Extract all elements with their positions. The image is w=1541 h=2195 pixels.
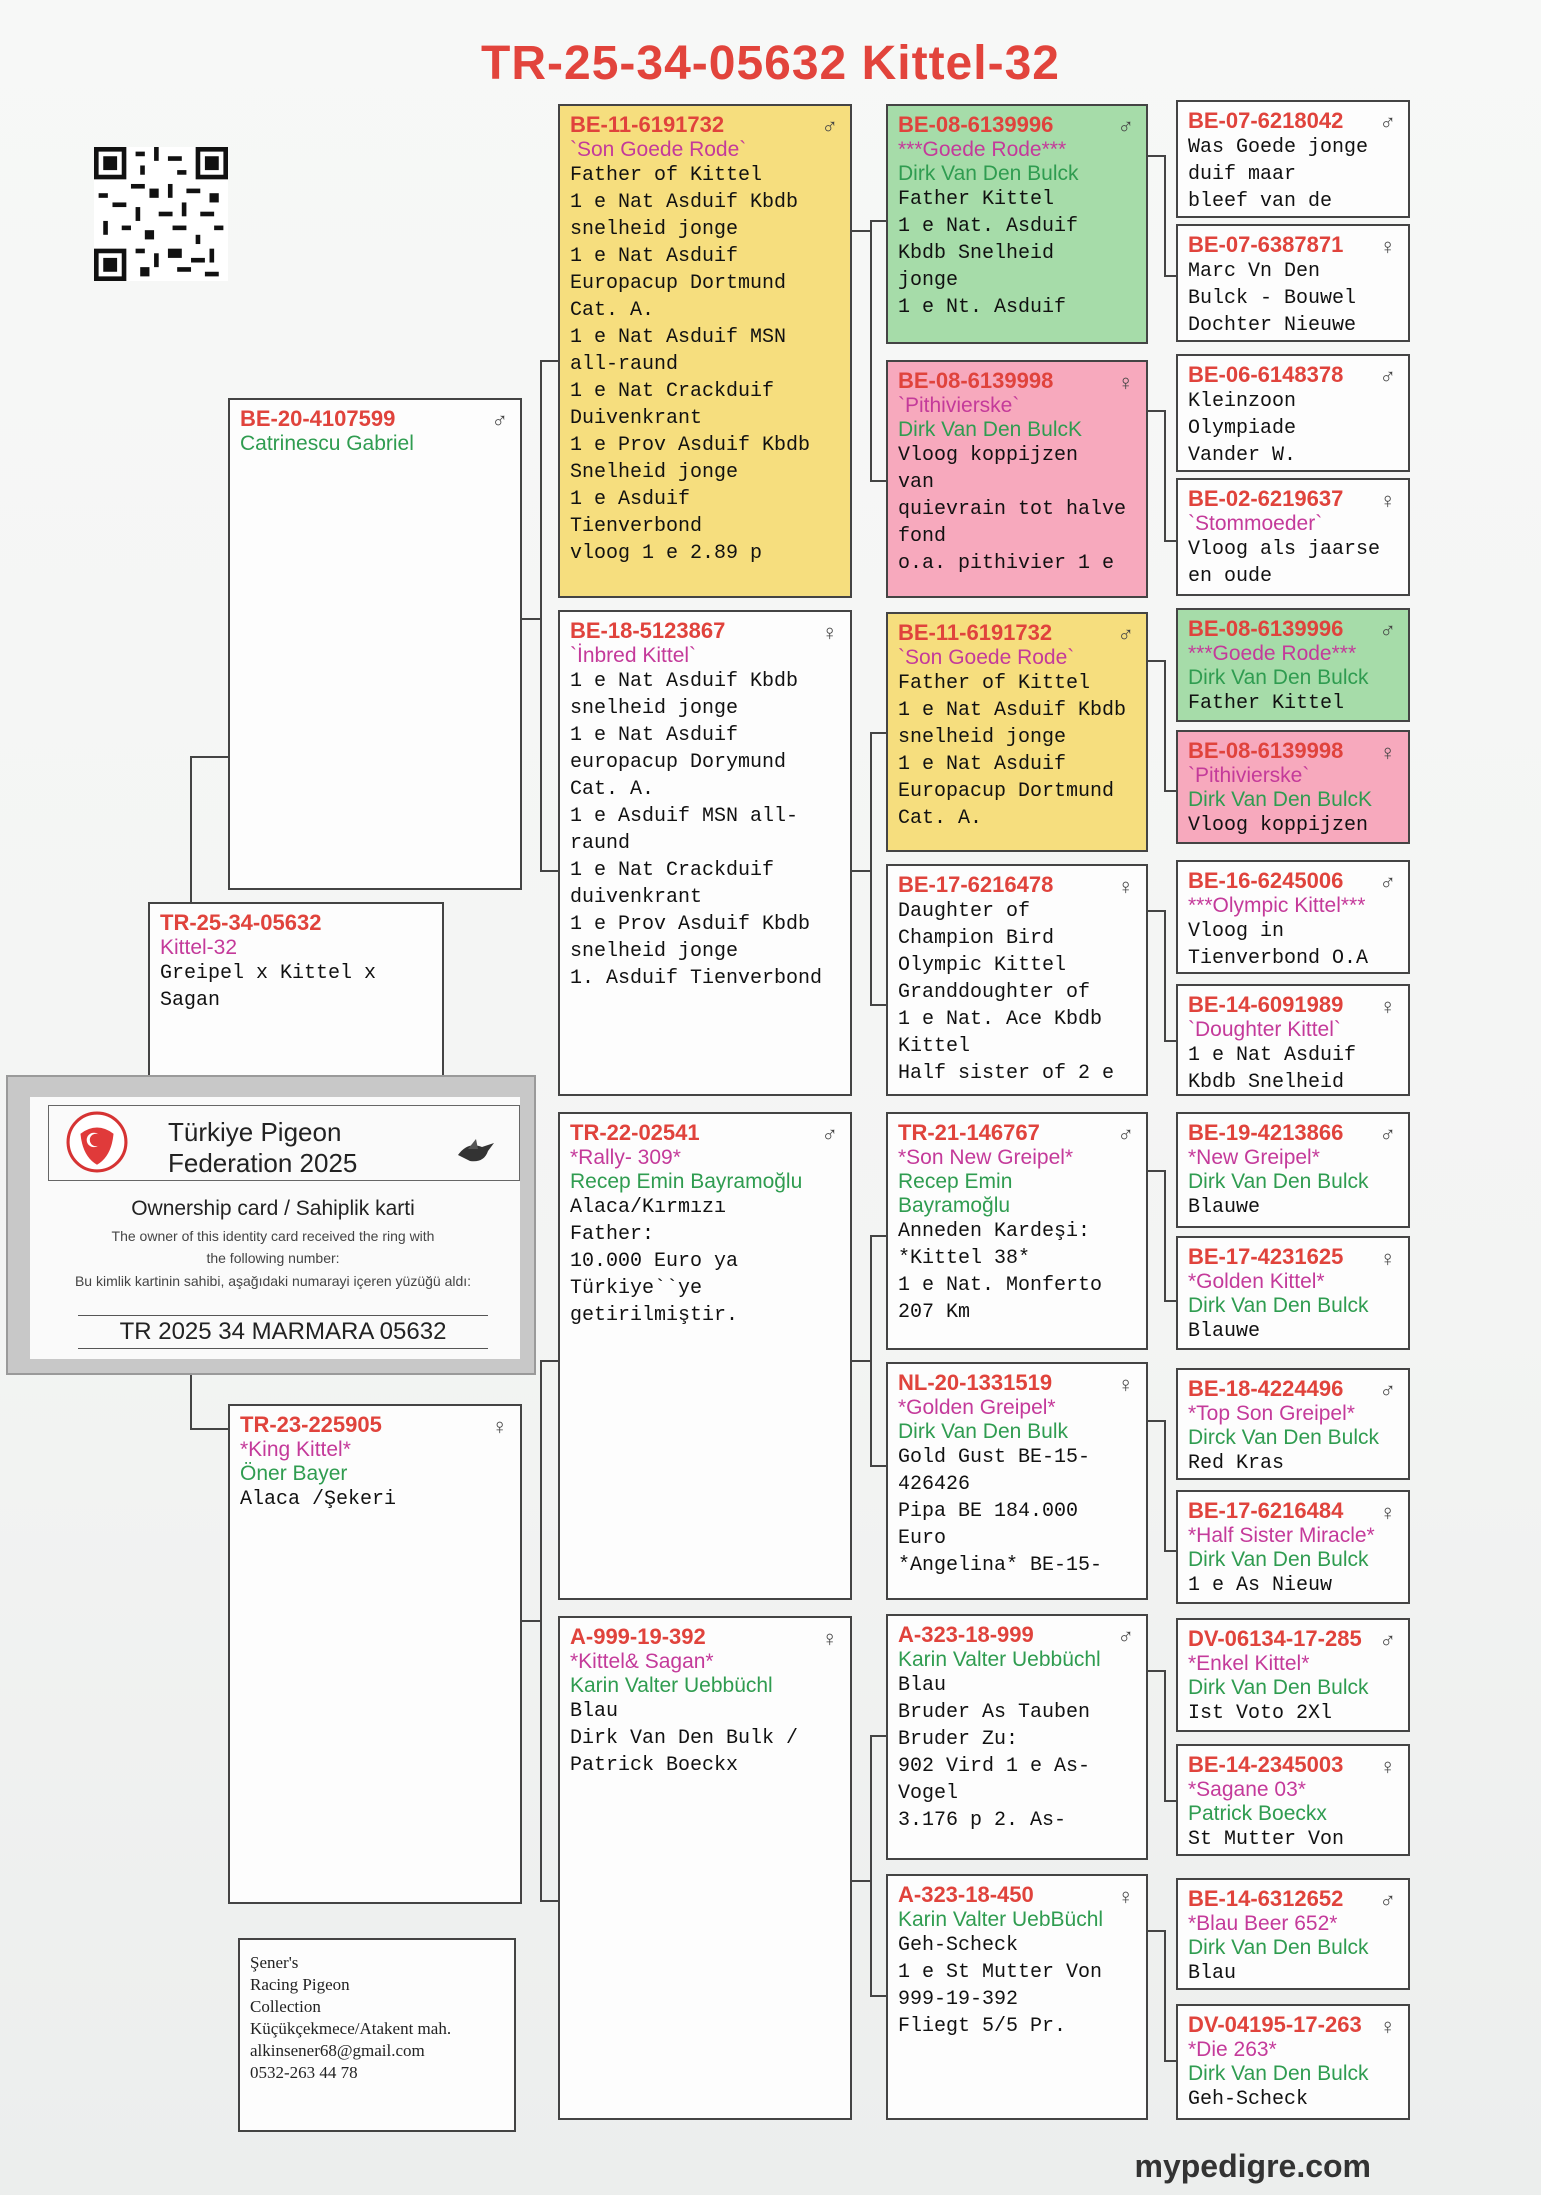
breeder: Öner Bayer [240, 1462, 348, 1485]
info-line: Dirk Van Den Bulk / [570, 1727, 799, 1750]
breeder: Karin Valter Uebbüchl [898, 1648, 1101, 1671]
pedigree-card-gen5-3[interactable] [1176, 354, 1410, 472]
info-line: 1 e Nat. Monferto [898, 1274, 1103, 1297]
info-line: Cat. A. [570, 778, 655, 801]
sex-icon: ♀ [1379, 1246, 1396, 1271]
info-line: 1 e Prov Asduif Kbdb [570, 913, 811, 936]
info-line: Anneden Kardeşi: [898, 1220, 1091, 1243]
sex-icon: ♂ [1379, 1122, 1396, 1147]
pigeon-name: *Sagane 03* [1188, 1778, 1306, 1801]
info-line: Alaca/Kırmızı [570, 1196, 727, 1219]
info-line: *Angelina* BE-15- [898, 1554, 1103, 1577]
pigeon-name: *Enkel Kittel* [1188, 1652, 1310, 1675]
pigeon-name: `Doughter Kittel` [1188, 1018, 1341, 1041]
pedigree-card-gen5-1[interactable] [1176, 100, 1410, 218]
pigeon-name: *Top Son Greipel* [1188, 1402, 1355, 1425]
info-line: Duivenkrant [570, 407, 703, 430]
pedigree-card-gen5-6[interactable] [1176, 730, 1410, 844]
breeder: Karin Valter UebBüchl [898, 1908, 1104, 1931]
page-title: TR-25-34-05632 Kittel-32 [481, 37, 1060, 90]
pedigree-card-gen5-14[interactable] [1176, 1744, 1410, 1856]
info-line: Greipel x Kittel x [160, 962, 377, 985]
pedigree-card-gen5-9[interactable] [1176, 1112, 1410, 1228]
pigeon-name: ***Olympic Kittel*** [1188, 894, 1366, 917]
ring-number: A-999-19-392 [570, 1624, 706, 1649]
ring-number: BE-17-6216484 [1188, 1498, 1344, 1523]
pigeon-name: *Rally- 309* [570, 1146, 681, 1169]
info-line: Geh-Scheck [1188, 2088, 1309, 2111]
info-line: Granddoughter of [898, 981, 1091, 1004]
ring-number: NL-20-1331519 [898, 1370, 1053, 1395]
info-line: van [898, 471, 935, 494]
breeder: Bayramoğlu [898, 1194, 1011, 1217]
sex-icon: ♀ [1379, 2014, 1396, 2039]
sex-icon: ♂ [491, 408, 508, 433]
pigeon-name: *Blau Beer 652* [1188, 1912, 1338, 1935]
info-line: Father of Kittel [898, 672, 1091, 695]
info-line: Kittel [898, 1035, 971, 1058]
sex-icon: ♀ [1117, 874, 1134, 899]
sex-icon: ♀ [821, 620, 838, 645]
sex-icon: ♀ [1117, 370, 1134, 395]
pigeon-name: *Golden Greipel* [898, 1396, 1056, 1419]
info-line: Pipa BE 184.000 [898, 1500, 1079, 1523]
info-line: 1 e Nat Asduif Kbdb [570, 670, 799, 693]
owner-phone: 0532-263 44 78 [250, 2063, 358, 2082]
ring-number: BE-17-4231625 [1188, 1244, 1344, 1269]
ring-number: A-323-18-999 [898, 1622, 1034, 1647]
owner-email: alkinsener68@gmail.com [250, 2041, 425, 2060]
pigeon-name: `İnbred Kittel` [570, 644, 697, 667]
info-line: snelheid jonge [570, 218, 739, 241]
info-line: Blauwe [1188, 1320, 1261, 1343]
sex-icon: ♂ [821, 114, 838, 139]
info-line: Champion Bird [898, 927, 1055, 950]
info-line: Bruder Zu: [898, 1728, 1019, 1751]
info-line: Vogel [898, 1782, 959, 1805]
sex-icon: ♀ [1379, 1754, 1396, 1779]
info-line: 1 e Nat Asduif MSN [570, 326, 787, 349]
ring-number: A-323-18-450 [898, 1882, 1034, 1907]
federation-logo-icon [66, 1111, 128, 1173]
info-line: Kbdb Snelheid [1188, 1071, 1345, 1094]
pigeon-name: `Pithivierske` [898, 394, 1020, 417]
ring-number: BE-08-6139998 [898, 368, 1054, 393]
info-line: Europacup Dortmund [570, 272, 787, 295]
ring-number: BE-17-6216478 [898, 872, 1054, 897]
sex-icon: ♂ [821, 1122, 838, 1147]
info-line: o.a. pithivier 1 e [898, 552, 1115, 575]
breeder: Dirk Van Den Bulck [1188, 666, 1369, 689]
info-line: Türkiye``ye [570, 1277, 703, 1300]
pedigree-card-gen4-1[interactable] [886, 104, 1148, 344]
ring-number-field: TR 2025 34 MARMARA 05632 [78, 1315, 488, 1349]
info-line: snelheid jonge [898, 726, 1067, 749]
info-line: Father of Kittel [570, 164, 763, 187]
pedigree-card-gen5-4[interactable] [1176, 478, 1410, 596]
breeder: Dirk Van Den Bulck [1188, 1936, 1369, 1959]
ring-number: BE-19-4213866 [1188, 1120, 1344, 1145]
card-title: Ownership card / Sahiplik karti [131, 1197, 415, 1220]
sex-icon: ♂ [1379, 870, 1396, 895]
ring-number: TR-23-225905 [240, 1412, 382, 1437]
info-line: 1 e Nat. Ace Kbdb [898, 1008, 1103, 1031]
info-line: Bulck - Bouwel [1188, 287, 1357, 310]
sex-icon: ♀ [1379, 488, 1396, 513]
info-line: Was Goede jonge [1188, 136, 1369, 159]
info-line: 1 e Nat Asduif Kbdb [898, 699, 1127, 722]
pigeon-name: *Die 263* [1188, 2038, 1277, 2061]
info-line: Ist Voto 2Xl [1188, 1702, 1333, 1725]
info-line: Patrick Boeckx [570, 1754, 739, 1777]
ring-number: BE-11-6191732 [898, 620, 1053, 645]
breeder: Patrick Boeckx [1188, 1802, 1327, 1825]
info-line: getirilmiştir. [570, 1304, 739, 1327]
info-line: bleef van de [1188, 190, 1333, 213]
ring-number: BE-07-6218042 [1188, 108, 1344, 133]
info-line: Vloog koppijzen [898, 444, 1079, 467]
breeder: Dirk Van Den Bulck [1188, 1294, 1369, 1317]
info-line: Father Kittel [1188, 692, 1345, 715]
sex-icon: ♂ [1379, 110, 1396, 135]
breeder: Catrinescu Gabriel [240, 432, 414, 455]
info-line: fond [898, 525, 947, 548]
pedigree-card-gen3-4[interactable] [558, 1616, 852, 2120]
info-line: Bruder As Tauben [898, 1701, 1091, 1724]
ring-number: TR-22-02541 [570, 1120, 700, 1145]
info-line: Tienverbond O.A [1188, 947, 1369, 970]
info-line: all-raund [570, 353, 679, 376]
ring-number: DV-04195-17-263 [1188, 2012, 1362, 2037]
pedigree-card-gen4-2[interactable] [886, 360, 1148, 598]
ownership-card [6, 1075, 536, 1375]
pedigree-card-gen5-13[interactable] [1176, 1618, 1410, 1732]
pedigree-card-gen4-6[interactable] [886, 1362, 1148, 1600]
info-line: *Kittel 38* [898, 1247, 1031, 1270]
info-line: Marc Vn Den [1188, 260, 1321, 283]
pigeon-name: ***Goede Rode*** [1188, 642, 1357, 665]
info-line: Alaca /Şekeri [240, 1488, 397, 1511]
pedigree-card-gen5-15[interactable] [1176, 1878, 1410, 1990]
info-line: Gold Gust BE-15- [898, 1446, 1091, 1469]
ring-number: BE-07-6387871 [1188, 232, 1344, 257]
info-line: en oude [1188, 565, 1273, 588]
info-line: 426426 [898, 1473, 971, 1496]
sex-icon: ♂ [1117, 622, 1134, 647]
info-line: Cat. A. [898, 807, 983, 830]
sex-icon: ♂ [1117, 114, 1134, 139]
info-line: Vloog koppijzen [1188, 814, 1369, 837]
info-line: 1 e Nat Crackduif [570, 859, 775, 882]
ring-number: TR-21-146767 [898, 1120, 1040, 1145]
sex-icon: ♀ [1379, 740, 1396, 765]
info-line: Father Kittel [898, 188, 1055, 211]
info-line: snelheid jonge [570, 940, 739, 963]
info-line: 902 Vird 1 e As- [898, 1755, 1091, 1778]
ring-number: BE-20-4107599 [240, 406, 396, 431]
info-line: 1 e Nat Asduif [1188, 1044, 1357, 1067]
info-line: Red Kras [1188, 1452, 1285, 1475]
info-line: Tienverbond [570, 515, 703, 538]
ring-number: BE-08-6139998 [1188, 738, 1344, 763]
info-line: 1 e Nat Asduif [570, 245, 739, 268]
info-line: Daughter of [898, 900, 1031, 923]
info-line: Olympiade [1188, 417, 1297, 440]
info-line: Vander W. [1188, 444, 1297, 467]
info-line: Euro [898, 1527, 947, 1550]
info-line: Cat. A. [570, 299, 655, 322]
sex-icon: ♂ [1117, 1122, 1134, 1147]
sex-icon: ♂ [1379, 364, 1396, 389]
breeder: Dirk Van Den Bulck [1188, 1548, 1369, 1571]
info-line: Blau [570, 1700, 619, 1723]
card-text-en-1: The owner of this identity card received the ring with [111, 1228, 435, 1244]
info-line: jonge [898, 269, 959, 292]
ring-number: BE-06-6148378 [1188, 362, 1344, 387]
pigeon-name: ***Goede Rode*** [898, 138, 1067, 161]
owner-line: Racing Pigeon [250, 1975, 350, 1994]
info-line: 1 e Asduif MSN all- [570, 805, 799, 828]
pedigree-card-gen5-10[interactable] [1176, 1236, 1410, 1350]
info-line: 207 Km [898, 1301, 971, 1324]
breeder: Dirk Van Den Bulck [1188, 1676, 1369, 1699]
info-line: 1 e Nat Asduif [898, 753, 1067, 776]
breeder: Karin Valter Uebbüchl [570, 1674, 773, 1697]
owner-line: Şener's [250, 1953, 299, 1972]
federation-name [168, 1117, 357, 1179]
info-line: 1 e Asduif [570, 488, 691, 511]
pedigree-card-gen5-12[interactable] [1176, 1490, 1410, 1604]
pedigree-card-gen5-16[interactable] [1176, 2004, 1410, 2120]
pigeon-name: *Golden Kittel* [1188, 1270, 1325, 1293]
card-text-en-2: the following number: [206, 1250, 340, 1266]
pedigree-card-gen5-11[interactable] [1176, 1368, 1410, 1480]
sex-icon: ♂ [1379, 1628, 1396, 1653]
breeder: Dirk Van Den Bulck [1188, 2062, 1369, 2085]
ring-number: BE-18-4224496 [1188, 1376, 1344, 1401]
info-line: raund [570, 832, 631, 855]
sex-icon: ♀ [1117, 1372, 1134, 1397]
breeder: Dirk Van Den Bulck [1188, 1170, 1369, 1193]
info-line: 1 e Nat Asduif [570, 724, 739, 747]
owner-line: Collection [250, 1997, 321, 2016]
ring-number: BE-11-6191732 [570, 112, 725, 137]
card-text-tr: Bu kimlik kartinin sahibi, aşağıdaki numarayi içeren yüzüğü aldı: [74, 1273, 472, 1289]
sex-icon: ♀ [1379, 994, 1396, 1019]
info-line: Blau [898, 1674, 947, 1697]
pigeon-name: *Kittel& Sagan* [570, 1650, 714, 1673]
pedigree-card-gen4-3[interactable] [886, 612, 1148, 852]
pedigree-card-gen4-5[interactable] [886, 1112, 1148, 1350]
ring-number: BE-08-6139996 [898, 112, 1054, 137]
info-line: St Mutter Von [1188, 1828, 1345, 1851]
breeder: Recep Emin Bayramoğlu [570, 1170, 803, 1193]
sex-icon: ♀ [491, 1414, 508, 1439]
info-line: Europacup Dortmund [898, 780, 1115, 803]
ring-number: BE-02-6219637 [1188, 486, 1344, 511]
owner-address: Küçükçekmece/Atakent mah. [250, 2019, 452, 2038]
info-line: snelheid jonge [570, 697, 739, 720]
pigeon-name: `Son Goede Rode` [898, 646, 1075, 669]
pigeon-name: Kittel-32 [160, 936, 238, 959]
info-line: Fliegt 5/5 Pr. [898, 2015, 1067, 2038]
info-line: 1 e Nat Asduif Kbdb [570, 191, 799, 214]
pedigree-card-gen4-4[interactable] [886, 864, 1148, 1096]
info-line: Vloog in [1188, 920, 1285, 943]
info-line: Dochter Nieuwe [1188, 314, 1357, 337]
ring-number: DV-06134-17-285 [1188, 1626, 1362, 1651]
pedigree-card-gen5-8[interactable] [1176, 984, 1410, 1096]
pigeon-name: `Stommoeder` [1188, 512, 1323, 535]
ring-number: BE-14-6091989 [1188, 992, 1344, 1017]
pedigree-card-dam[interactable] [228, 1404, 522, 1904]
info-line: 1. Asduif Tienverbond [570, 967, 823, 990]
info-line: 3.176 p 2. As- [898, 1809, 1067, 1832]
pigeon-name: *King Kittel* [240, 1438, 351, 1461]
footer-site: mypedigre.com [1134, 2148, 1371, 2184]
info-line: Geh-Scheck [898, 1934, 1019, 1957]
info-line: Sagan [160, 989, 221, 1012]
pigeon-name: *New Greipel* [1188, 1146, 1320, 1169]
info-line: Blauwe [1188, 1196, 1261, 1219]
info-line: Snelheid jonge [570, 461, 739, 484]
pedigree-card-subject[interactable] [148, 902, 444, 1078]
breeder: Dirck Van Den Bulck [1188, 1426, 1380, 1449]
pedigree-card-gen4-7[interactable] [886, 1614, 1148, 1860]
info-line: quievrain tot halve [898, 498, 1127, 521]
sex-icon: ♀ [1117, 1884, 1134, 1909]
pigeon-name: *Half Sister Miracle* [1188, 1524, 1375, 1547]
pedigree-card-gen3-1[interactable] [558, 104, 852, 598]
info-line: 1 e Prov Asduif Kbdb [570, 434, 811, 457]
pedigree-card-gen5-2[interactable] [1176, 224, 1410, 342]
info-line: Kleinzoon [1188, 390, 1297, 413]
ring-number: BE-16-6245006 [1188, 868, 1344, 893]
info-line: 1 e Nat. Asduif [898, 215, 1079, 238]
ring-number: BE-14-6312652 [1188, 1886, 1344, 1911]
ring-number: BE-08-6139996 [1188, 616, 1344, 641]
owner-contact-card [238, 1938, 516, 2132]
pigeon-name: `Son Goede Rode` [570, 138, 747, 161]
pigeon-icon [454, 1135, 498, 1167]
sex-icon: ♂ [1117, 1624, 1134, 1649]
pedigree-card-gen5-7[interactable] [1176, 860, 1410, 974]
sex-icon: ♀ [1379, 1500, 1396, 1525]
pigeon-name: *Son New Greipel* [898, 1146, 1074, 1169]
pigeon-name: `Pithivierske` [1188, 764, 1310, 787]
sex-icon: ♀ [1379, 234, 1396, 259]
info-line: 1 e St Mutter Von [898, 1961, 1103, 1984]
info-line: europacup Dorymund [570, 751, 787, 774]
info-line: Vloog als jaarse [1188, 538, 1381, 561]
info-line: 999-19-392 [898, 1988, 1019, 2011]
breeder: Dirk Van Den BulcK [1188, 788, 1373, 811]
info-line: Blau [1188, 1962, 1237, 1985]
sex-icon: ♀ [821, 1626, 838, 1651]
info-line: Father: [570, 1223, 655, 1246]
sex-icon: ♂ [1379, 1888, 1396, 1913]
info-line: 1 e Nat Crackduif [570, 380, 775, 403]
info-line: duif maar [1188, 163, 1297, 186]
info-line: 1 e Nt. Asduif [898, 296, 1067, 319]
breeder: Recep Emin [898, 1170, 1013, 1193]
pedigree-card-gen3-3[interactable] [558, 1112, 852, 1600]
pedigree-card-sire[interactable] [228, 398, 522, 890]
breeder: Dirk Van Den Bulck [898, 162, 1079, 185]
federation-line1: Türkiye Pigeon [168, 1117, 342, 1147]
info-line: Half sister of 2 e [898, 1062, 1115, 1085]
breeder: Dirk Van Den Bulk [898, 1420, 1069, 1443]
ring-number: BE-14-2345003 [1188, 1752, 1344, 1777]
sex-icon: ♂ [1379, 618, 1396, 643]
pedigree-card-gen4-8[interactable] [886, 1874, 1148, 2120]
sex-icon: ♂ [1379, 1378, 1396, 1403]
info-line: Kbdb Snelheid [898, 242, 1055, 265]
pedigree-card-gen5-5[interactable] [1176, 608, 1410, 722]
info-line: 1 e As Nieuw [1188, 1574, 1333, 1597]
info-line: Olympic Kittel [898, 954, 1067, 977]
pedigree-card-gen3-2[interactable] [558, 610, 852, 1096]
breeder: Dirk Van Den BulcK [898, 418, 1083, 441]
federation-line2: Federation 2025 [168, 1148, 358, 1178]
info-line: 10.000 Euro ya [570, 1250, 739, 1273]
ring-number: TR-25-34-05632 [160, 910, 322, 935]
info-line: vloog 1 e 2.89 p [570, 542, 763, 565]
qr-code-icon [94, 140, 228, 288]
info-line: duivenkrant [570, 886, 703, 909]
ring-number: BE-18-5123867 [570, 618, 726, 643]
